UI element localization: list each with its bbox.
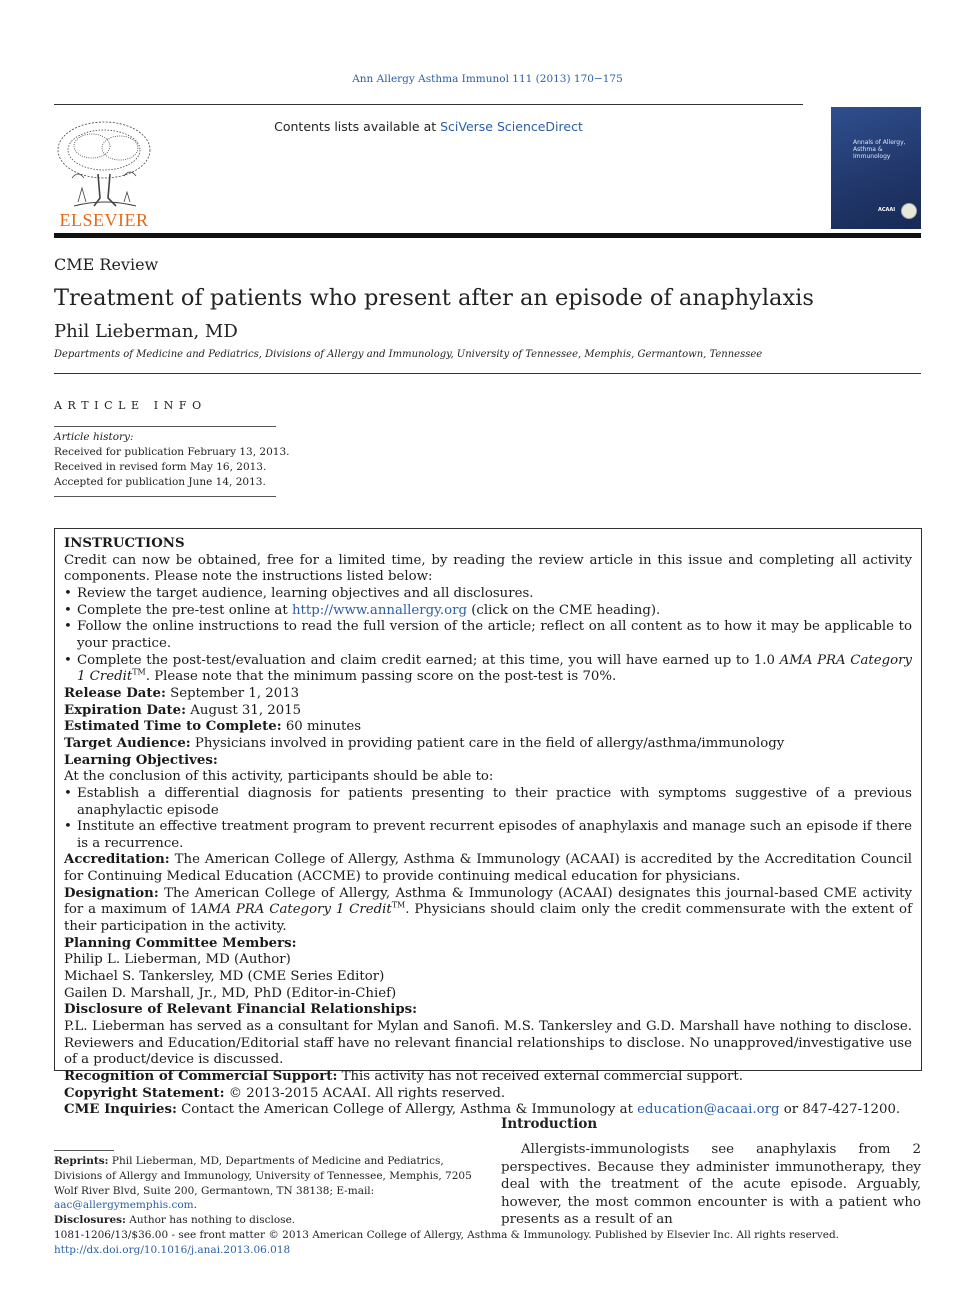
instructions-text: Credit can now be obtained, free for a limited time, by reading the review article in this issue and completing all activity components. Please note the instructions listed below: bbox=[64, 552, 912, 585]
journal-cover-image[interactable] bbox=[831, 107, 921, 229]
cover-society: ACAAI bbox=[878, 207, 896, 213]
article-info-heading: ARTICLE INFO bbox=[54, 399, 207, 412]
reprints-label: Reprints: bbox=[54, 1155, 109, 1167]
designation bbox=[64, 886, 912, 936]
inquiries-post: or 847-427-1200. bbox=[779, 1102, 901, 1118]
history-revised: Received in revised form May 16, 2013. bbox=[54, 461, 267, 473]
objectives-list bbox=[64, 786, 912, 853]
disclosures-footnote bbox=[54, 1213, 474, 1228]
designation-post: . Physicians should claim only the credit commensurate with the extent of their participation in the activity. bbox=[64, 902, 912, 935]
accreditation-label: Accreditation: bbox=[64, 852, 170, 868]
article-info-rule-bottom bbox=[54, 496, 276, 497]
sciencedirect-link[interactable]: SciVerse ScienceDirect bbox=[440, 119, 583, 134]
cover-title: Annals of Allergy, Asthma & Immunology bbox=[853, 139, 906, 160]
contents-prefix: Contents lists available at bbox=[274, 119, 441, 134]
issn-line: 1081-1206/13/$36.00 - see front matter © 2013 American College of Allergy, Asthma & Immunology. Published by Elsevier Inc. All rights reserved. bbox=[54, 1229, 840, 1241]
disclosures-label: Disclosures: bbox=[54, 1214, 126, 1227]
accreditation bbox=[64, 852, 912, 885]
inquiries-label: CME Inquiries: bbox=[64, 1102, 177, 1118]
history-accepted: Accepted for publication June 14, 2013. bbox=[54, 476, 266, 488]
release-value: September 1, 2013 bbox=[165, 685, 300, 701]
footnotes bbox=[54, 1154, 474, 1228]
planning-member: Gailen D. Marshall, Jr., MD, PhD (Editor-in-Chief) bbox=[64, 985, 397, 1001]
objective-item: • Establish a differential diagnosis for patients presenting to their practice with symptoms suggestive of a previous anaphylactic episode bbox=[64, 786, 912, 819]
elsevier-tree-icon bbox=[54, 118, 154, 230]
elsevier-wordmark: ELSEVIER bbox=[59, 210, 149, 230]
planning-member: Philip L. Lieberman, MD (Author) bbox=[64, 952, 291, 968]
release-label: Release Date: bbox=[64, 685, 166, 701]
instructions-list bbox=[64, 586, 912, 686]
journal-citation[interactable]: Ann Allergy Asthma Immunol 111 (2013) 170−175 bbox=[352, 73, 623, 85]
instruction-item: • Follow the online instructions to read the full version of the article; reflect on all content as to how it may be applicable to your practice. bbox=[64, 619, 912, 652]
section-label: CME Review bbox=[54, 255, 159, 274]
planning-member: Michael S. Tankersley, MD (CME Series Editor) bbox=[64, 969, 385, 985]
designation-credit-name: AMA PRA Category 1 Credit bbox=[198, 902, 392, 918]
time-label: Estimated Time to Complete: bbox=[64, 719, 282, 735]
title-rule bbox=[54, 373, 921, 374]
bullet4-post: . Please note that the minimum passing score on the post-test is 70%. bbox=[145, 669, 617, 685]
reprints-footnote bbox=[54, 1154, 474, 1213]
credit-name: AMA PRA Category 1 Credit bbox=[77, 652, 912, 685]
designation-pre: The American College of Allergy, Asthma & Immunology (ACAAI) designates this journal-based CME activity for a maximum of 1 bbox=[64, 885, 912, 918]
target-audience bbox=[64, 736, 912, 753]
bottom-meta bbox=[54, 1228, 839, 1258]
support-label: Recognition of Commercial Support: bbox=[64, 1069, 338, 1084]
reprints-text: Phil Lieberman, MD, Departments of Medicine and Pediatrics, Divisions of Allergy and Immunology, University of Tennessee, Memphis, 7205 Wolf River Blvd, Suite 200, Germantown, TN 38138; E-mail: bbox=[54, 1155, 472, 1197]
commercial-support bbox=[64, 1069, 912, 1086]
elsevier-logo[interactable] bbox=[54, 118, 154, 230]
trademark: TM bbox=[132, 667, 146, 677]
support-value: This activity has not received external commercial support. bbox=[337, 1069, 743, 1084]
author-affiliation: Departments of Medicine and Pediatrics, Divisions of Allergy and Immunology, University of Tennessee, Memphis, Germantown, Tennessee bbox=[54, 349, 763, 360]
contents-line bbox=[54, 119, 803, 134]
copyright-statement bbox=[64, 1086, 912, 1103]
accreditation-value: The American College of Allergy, Asthma & Immunology (ACAAI) is accredited by the Accreditation Council for Continuing Medical Education (ACCME) to provide continuing medical education for physicians. bbox=[64, 852, 912, 885]
introduction-heading: Introduction bbox=[501, 1116, 598, 1132]
reprints-end: . bbox=[193, 1199, 197, 1212]
header-rule bbox=[54, 104, 803, 105]
disclosures-text: Author has nothing to disclose. bbox=[125, 1214, 296, 1227]
article-info-rule-top bbox=[54, 426, 276, 427]
audience-label: Target Audience: bbox=[64, 735, 191, 751]
annallergy-link[interactable]: http://www.annallergy.org bbox=[291, 602, 468, 618]
disclosure-label: Disclosure of Relevant Financial Relationships: bbox=[64, 1002, 418, 1018]
doi-link[interactable]: http://dx.doi.org/10.1016/j.anai.2013.06.018 bbox=[54, 1244, 291, 1256]
release-date bbox=[64, 686, 912, 703]
expiration-value: August 31, 2015 bbox=[186, 702, 302, 718]
article-title: Treatment of patients who present after an episode of anaphylaxis bbox=[54, 285, 814, 311]
article-history-title: Article history: bbox=[54, 431, 134, 443]
objectives-intro: At the conclusion of this activity, participants should be able to: bbox=[64, 769, 494, 785]
inquiries-pre: Contact the American College of Allergy, Asthma & Immunology at bbox=[176, 1102, 638, 1118]
audience-value: Physicians involved in providing patient care in the field of allergy/asthma/immunology bbox=[190, 735, 785, 751]
designation-trademark: TM bbox=[391, 901, 406, 911]
copyright-label: Copyright Statement: bbox=[64, 1085, 225, 1101]
instructions-label: INSTRUCTIONS bbox=[64, 536, 185, 551]
expiration-date bbox=[64, 703, 912, 720]
bullet2-post: (click on the CME heading). bbox=[467, 602, 661, 618]
header-thick-rule bbox=[54, 233, 921, 238]
disclosure-text: P.L. Lieberman has served as a consultant for Mylan and Sanofi. M.S. Tankersley and G.D. Marshall have nothing to disclose. Reviewers and Education/Editorial staff have no relevant financial relationships to disclose. No unapproved/investigative use of a product/device is discussed. bbox=[64, 1019, 912, 1068]
author-email-link[interactable]: aac@allergymemphis.com bbox=[54, 1199, 194, 1212]
cover-seal-icon bbox=[901, 203, 917, 219]
footnote-rule bbox=[54, 1150, 114, 1151]
bullet2-pre: Complete the pre-test online at bbox=[77, 602, 292, 618]
article-history bbox=[54, 430, 289, 490]
bullet4-pre: Complete the post-test/evaluation and claim credit earned; at this time, you will have earned up to 1.0 bbox=[77, 652, 780, 668]
history-received: Received for publication February 13, 2013. bbox=[54, 446, 290, 458]
introduction-text: Allergists-immunologists see anaphylaxis from 2 perspectives. Because they administer immunotherapy, they deal with the treatment of the acute episode. Arguably, however, the most common encounter is with a patient who presents as a result of an bbox=[501, 1142, 921, 1227]
objective-item: • Institute an effective treatment program to prevent recurrent episodes of anaphylaxis and manage such an episode if there is a recurrence. bbox=[64, 819, 912, 852]
estimated-time bbox=[64, 719, 912, 736]
instruction-item: • Review the target audience, learning objectives and all disclosures. bbox=[64, 586, 912, 603]
designation-label: Designation: bbox=[64, 885, 159, 901]
planning-label: Planning Committee Members: bbox=[64, 935, 297, 951]
cme-inquiries bbox=[64, 1102, 912, 1119]
objectives-label: Learning Objectives: bbox=[64, 752, 218, 768]
instruction-item bbox=[64, 653, 912, 686]
acaai-email-link[interactable]: education@acaai.org bbox=[637, 1102, 780, 1118]
instruction-item bbox=[64, 603, 912, 620]
copyright-value: © 2013-2015 ACAAI. All rights reserved. bbox=[224, 1085, 506, 1101]
cme-instructions-box bbox=[54, 528, 922, 1118]
expiration-label: Expiration Date: bbox=[64, 702, 187, 718]
author-name: Phil Lieberman, MD bbox=[54, 321, 238, 342]
time-value: 60 minutes bbox=[281, 719, 362, 735]
